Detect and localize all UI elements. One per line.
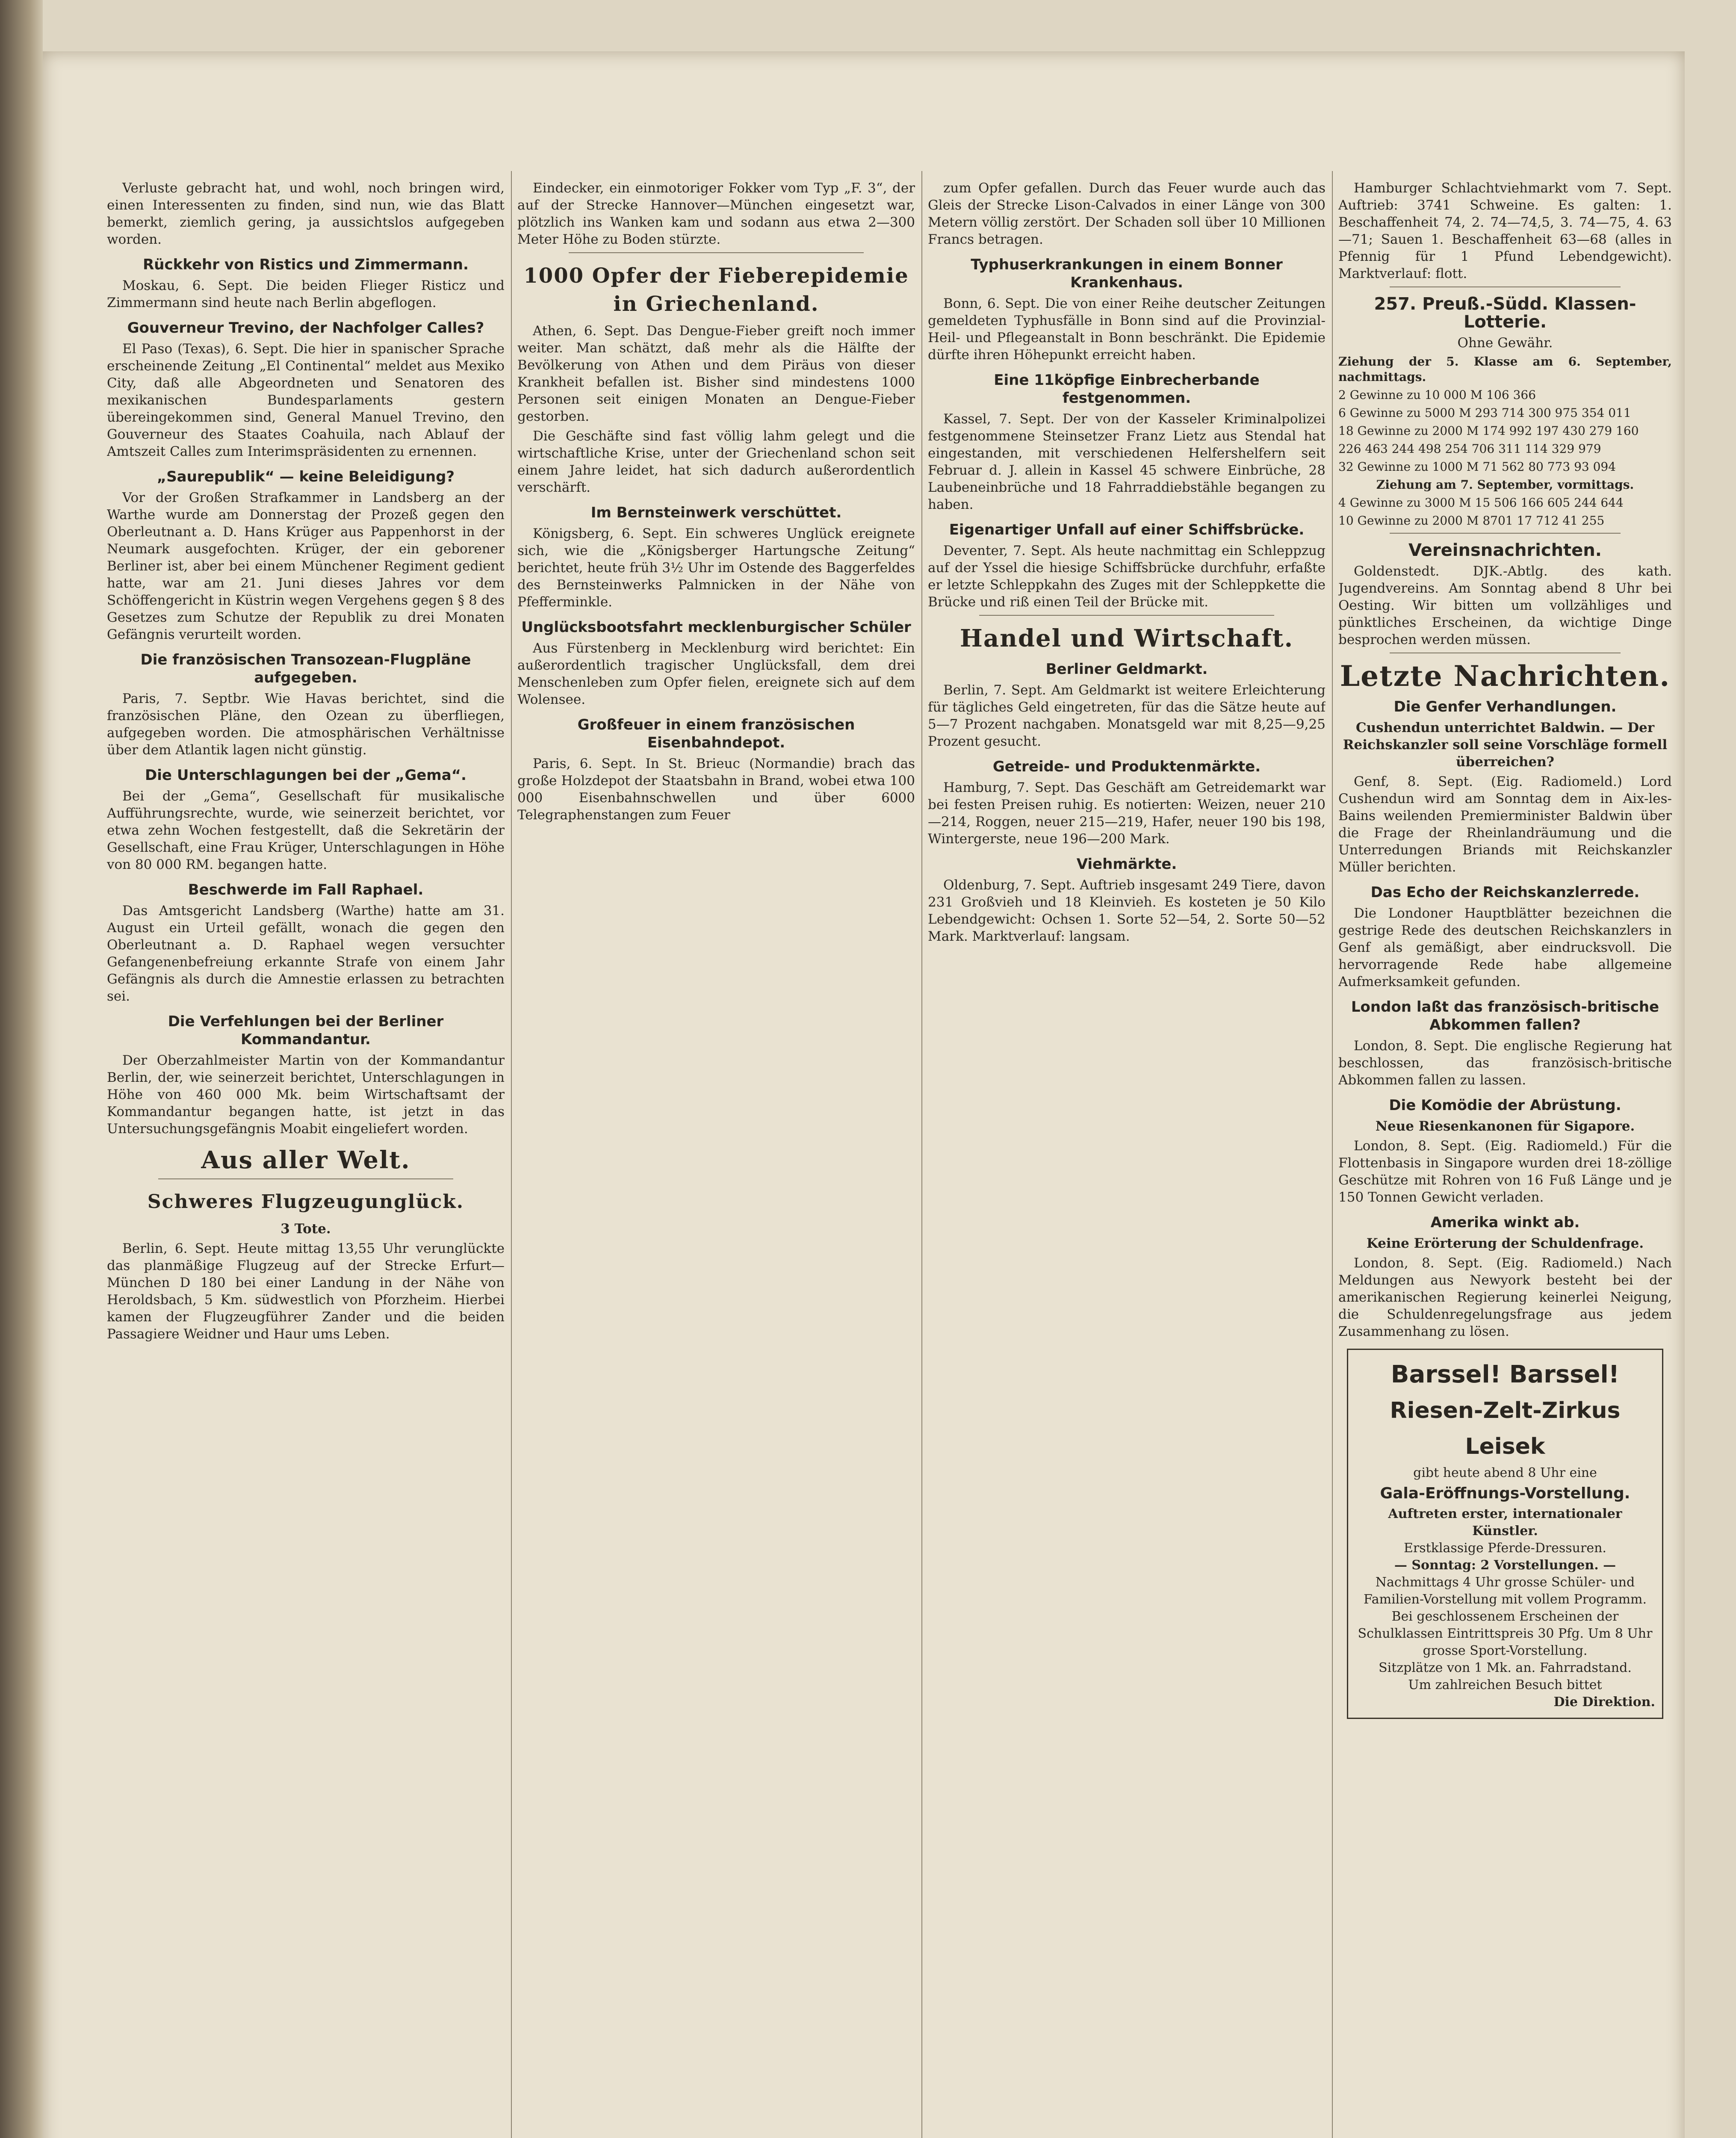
- column-rule: [1332, 171, 1333, 2138]
- lottery-draw: Ziehung der 5. Klasse am 6. September, nachmittags.: [1338, 354, 1672, 384]
- article-text: Goldenstedt. DJK.-Abtlg. des kath. Jugendvereins. Am Sonntag abend 8 Uhr bei Oesting. Wir bitten um vollzähliges und pünktliches Erscheinen, da wichtige Dinge besprochen werden müssen.: [1338, 564, 1672, 647]
- ad-line: Sitzplätze von 1 Mk. an. Fahrradstand.: [1379, 1660, 1632, 1675]
- subheadline: Keine Erörterung der Schuldenfrage.: [1366, 1236, 1644, 1251]
- column-rule: [511, 171, 512, 2138]
- ad-line: Nachmittags 4 Uhr grosse Schüler- und Familien-Vorstellung mit vollem Programm. Bei geschlossenem Erscheinen der Schulklassen Eintrittspreis 30 Pfg. Um 8 Uhr grosse Sport-Vorstellung.: [1358, 1575, 1653, 1658]
- article-text: Oldenburg, 7. Sept. Auftrieb insgesamt 249 Tiere, davon 231 Großvieh und 18 Kleinvieh. Es kosteten je 50 Kilo Lebendgewicht: Ochsen 1. Sorte 52—54, 2. Sorte 50—52 Mark. Marktverlauf: langsam.: [928, 877, 1326, 944]
- article-text: London, 8. Sept. (Eig. Radiomeld.) Nach Meldungen aus Newyork besteht bei der amerikanischen Regierung keinerlei Neigung, die Schuldenregelungsfrage aus jedem Zusammenhang zu lösen.: [1338, 1255, 1672, 1339]
- headline: Das Echo der Reichskanzlerrede.: [1370, 884, 1640, 901]
- newspaper-page: [43, 51, 1685, 2138]
- lottery-draw: Ziehung am 7. September, vormittags.: [1376, 478, 1634, 492]
- ad-signature: Die Direktion.: [1553, 1695, 1655, 1710]
- article-text: Paris, 7. Septbr. Wie Havas berichtet, sind die französischen Pläne, den Ozean zu überfliegen, aufgegeben worden. Die atmosphärischen Verhältnisse über dem Atlantik lagen nicht günstig.: [107, 691, 505, 758]
- article-text: London, 8. Sept. Die englische Regierung hat beschlossen, das französisch-britische Abkommen fallen zu lassen.: [1338, 1038, 1672, 1088]
- article-text: Deventer, 7. Sept. Als heute nachmittag ein Schleppzug auf der Yssel die hiesige Schiffsbrücke durchfuhr, erfaßte er letzte Schleppkahn des Zuges mit der Schleppkette die Brücke und riß einen Teil der Brücke mit.: [928, 543, 1326, 610]
- lottery-line: 6 Gewinne zu 5000 M 293 714 300 975 354 011: [1338, 406, 1631, 420]
- article-text: Die Geschäfte sind fast völlig lahm gelegt und die wirtschaftliche Krise, unter der Griechenland schon seit einem Jahre leidet, hat sich dadurch außerordentlich verschärft.: [517, 428, 915, 495]
- intro-text: Eindecker, ein einmotoriger Fokker vom Typ „F. 3“, der auf der Strecke Hannover—München eingesetzt war, plötzlich ins Wanken kam und sodann aus etwa 2—300 Meter Höhe zu Boden stürzte.: [517, 180, 915, 247]
- lottery-results: [1338, 295, 1672, 529]
- headline: Eigenartiger Unfall auf einer Schiffsbrücke.: [949, 521, 1305, 538]
- divider: [158, 1178, 453, 1179]
- article-text: Paris, 6. Sept. In St. Brieuc (Normandie) brach das große Holzdepot der Staatsbahn in Brand, wobei etwa 100 000 Eisenbahnschwellen und über 6000 Telegraphenstangen zum Feuer: [517, 756, 915, 823]
- section-title: Letzte Nachrichten.: [1340, 659, 1671, 693]
- column-rule: [921, 171, 922, 2138]
- ad-line: Erstklassige Pferde-Dressuren.: [1404, 1541, 1606, 1556]
- article-text: Bonn, 6. Sept. Die von einer Reihe deutscher Zeitungen gemeldeten Typhusfälle in Bonn sind auf die Provinzial-Heil- und Pflegeanstalt in Bonn beschränkt. Die Epidemie dürfte ihren Höhepunkt erreicht haben.: [928, 296, 1326, 363]
- article-text: Der Oberzahlmeister Martin von der Kommandantur Berlin, der, wie seinerzeit berichtet, Unterschlagungen in Höhe von 460 000 Mk. beim Wirtschaftsamt der Kommandantur begangen hatte, ist jetzt in das Untersuchungsgefängnis Moabit eingeliefert worden.: [107, 1053, 505, 1137]
- section-title: Aus aller Welt.: [201, 1146, 410, 1174]
- headline: Die Komödie der Abrüstung.: [1389, 1097, 1621, 1114]
- ad-line: Auftreten erster, internationaler Künstler.: [1388, 1506, 1622, 1539]
- divider: [1390, 533, 1621, 534]
- article-text: London, 8. Sept. (Eig. Radiomeld.) Für die Flottenbasis in Singapore wurden drei 18-zöllige Geschütze mit Rohren von 16 Fuß Länge und je 150 Tonnen Gewicht verladen.: [1338, 1138, 1672, 1205]
- article-text: Bei der „Gema“, Gesellschaft für musikalische Aufführungsrechte, wurde, wie seinerzeit berichtet, vor etwa zehn Wochen festgestellt, daß die Sekretärin der Gesellschaft, eine Frau Krüger, Unterschlagungen in Höhe von 80 000 RM. begangen hatte.: [107, 788, 505, 872]
- headline: Vereinsnachrichten.: [1408, 540, 1602, 560]
- column-4: [1338, 180, 1672, 2138]
- headline: „Saurepublik“ — keine Beleidigung?: [156, 468, 455, 485]
- ad-line: — Sonntag: 2 Vorstellungen. —: [1394, 1558, 1616, 1573]
- circus-advertisement: [1347, 1349, 1663, 1719]
- subheadline: Ohne Gewähr.: [1457, 335, 1553, 351]
- lottery-line: 18 Gewinne zu 2000 M 174 992 197 430 279 160: [1338, 424, 1639, 438]
- headline: Die Genfer Verhandlungen.: [1394, 698, 1617, 715]
- headline: Viehmärkte.: [1076, 856, 1177, 873]
- headline: Eine 11köpfige Einbrecherbande festgenommen.: [994, 372, 1260, 407]
- headline: Typhuserkrankungen in einem Bonner Krankenhaus.: [971, 256, 1283, 291]
- intro-text: zum Opfer gefallen. Durch das Feuer wurde auch das Gleis der Strecke Lison-Calvados in einer Länge von 300 Metern völlig zerstört. Der Schaden soll über 10 Millionen Francs betragen.: [928, 180, 1326, 247]
- headline: Getreide- und Produktenmärkte.: [992, 758, 1261, 775]
- article-text: Berlin, 7. Sept. Am Geldmarkt ist weitere Erleichterung für tägliches Geld eingetreten, für das die Sätze heute auf 5—7 Prozent nachgaben. Monatsgeld war mit 8,25—9,25 Prozent gesucht.: [928, 682, 1326, 749]
- article-text: El Paso (Texas), 6. Sept. Die hier in spanischer Sprache erscheinende Zeitung „El Continental“ meldet aus Mexiko City, daß alle Abgeordneten und Senatoren des mexikanischen Bundesparlaments gestern übereingekommen sind, General Manuel Trevino, den Gouverneur des Staates Coahuila, nach Ablauf der Amtszeit Calles zum Interimspräsidenten zu ernennen.: [107, 341, 505, 459]
- article-text: Genf, 8. Sept. (Eig. Radiomeld.) Lord Cushendun wird am Sonntag dem in Aix-les-Bains weilenden Premierminister Baldwin über die Frage der Rheinlandräumung und die Unterredungen Briands mit Reichskanzler Müller berichten.: [1338, 774, 1672, 875]
- column-3: [928, 180, 1326, 2138]
- lottery-line: 2 Gewinne zu 10 000 M 106 366: [1338, 388, 1536, 402]
- divider: [569, 252, 864, 253]
- article-text: Kassel, 7. Sept. Der von der Kasseler Kriminalpolizei festgenommene Steinsetzer Franz Lietz aus Stendal hat eingestanden, mit verschiedenen Helfershelfern seit Februar d. J. allein in Kassel 45 schwere Einbrüche, 28 Laubeneinbrüche und 18 Fahrraddiebstähle begangen zu haben.: [928, 411, 1326, 512]
- subheadline: Neue Riesenkanonen für Sigapore.: [1375, 1119, 1635, 1134]
- headline: Gouverneur Trevino, der Nachfolger Calles?: [127, 319, 484, 337]
- ad-line: Gala-Eröffnungs-Vorstellung.: [1380, 1485, 1630, 1502]
- ad-line: Um zahlreichen Besuch bittet: [1408, 1677, 1602, 1692]
- headline: Im Bernsteinwerk verschüttet.: [590, 504, 842, 521]
- column-2: [517, 180, 915, 2138]
- ad-line: Barssel! Barssel!: [1391, 1361, 1620, 1388]
- article-text: Die Londoner Hauptblätter bezeichnen die gestrige Rede des deutschen Reichskanzlers in Genf als gemäßigt, aber eindrucksvoll. Die hervorragende Rede habe allgemeine Aufmerksamkeit gefunden.: [1338, 906, 1672, 989]
- lottery-line: 32 Gewinne zu 1000 M 71 562 80 773 93 094: [1338, 460, 1616, 474]
- headline: London laßt das französisch-britische Abkommen fallen?: [1351, 998, 1659, 1034]
- ad-line: gibt heute abend 8 Uhr eine: [1413, 1465, 1597, 1480]
- lottery-line: 4 Gewinne zu 3000 M 15 506 166 605 244 644: [1338, 496, 1624, 510]
- headline: Beschwerde im Fall Raphael.: [188, 881, 424, 898]
- article-text: Hamburg, 7. Sept. Das Geschäft am Getreidemarkt war bei festen Preisen ruhig. Es notierten: Weizen, neuer 210—214, Roggen, neuer 215—219, Hafer, neuer 190 bis 198, Wintergerste, neue 196—200 Mark.: [928, 780, 1326, 847]
- article-text: Aus Fürstenberg in Mecklenburg wird berichtet: Ein außerordentlich tragischer Unglücksfall, dem drei Menschenleben zum Opfer fielen, ereignete sich auf dem Wolensee.: [517, 641, 915, 707]
- article-text: Vor der Großen Strafkammer in Landsberg an der Warthe wurde am Donnerstag der Prozeß gegen den Oberleutnant a. D. Hans Krüger aus Pappenhorst in der Neumark ausgefochten. Krüger, der ein geborener Berliner ist, aber bei einem Münchener Regiment gedient hatte, war am 21. Juni dieses Jahres vor dem Schöffengericht in Küstrin wegen Vergehens gegen § 8 des Gesetzes zum Schutze der Republik zu drei Monaten Gefängnis verurteilt worden.: [107, 490, 505, 642]
- headline: Die Verfehlungen bei der Berliner Kommandantur.: [168, 1013, 444, 1048]
- section-title: Handel und Wirtschaft.: [960, 624, 1294, 653]
- article-text: Berlin, 6. Sept. Heute mittag 13,55 Uhr verunglückte das planmäßige Flugzeug auf der Strecke Erfurt—München D 180 bei einer Landung in der Nähe von Heroldsbach, 5 Km. südwestlich von Pforzheim. Hierbei kamen der Flugzeugführer Zander und die beiden Passagiere Weidner und Haur ums Leben.: [107, 1241, 505, 1342]
- divider: [979, 615, 1274, 616]
- lottery-line: 10 Gewinne zu 2000 M 8701 17 712 41 255: [1338, 514, 1605, 528]
- ad-line: Riesen-Zelt-Zirkus Leisek: [1390, 1398, 1621, 1459]
- article-text: Moskau, 6. Sept. Die beiden Flieger Risticz und Zimmermann sind heute nach Berlin abgeflogen.: [107, 278, 505, 310]
- article-text: Königsberg, 6. Sept. Ein schweres Unglück ereignete sich, wie die „Königsberger Hartungsche Zeitung“ berichtet, heute früh 3½ Uhr im Ostende des Baggerfeldes des Bernsteinwerks Palmnicken in der Nähe von Pfefferminkle.: [517, 526, 915, 610]
- article-text: Das Amtsgericht Landsberg (Warthe) hatte am 31. August ein Urteil gefällt, wonach die gegen den Oberleutnant a. D. Raphael wegen versuchter Gefangenenbefreiung erkannte Strafe von einem Jahr Gefängnis als durch die Amnestie erlassen zu betrachten sei.: [107, 903, 505, 1004]
- column-1: [107, 180, 505, 2138]
- headline: Unglücksbootsfahrt mecklenburgischer Schüler: [521, 619, 911, 636]
- headline: Die französischen Transozean-Flugpläne aufgegeben.: [140, 651, 471, 686]
- lottery-line: 226 463 244 498 254 706 311 114 329 979: [1338, 442, 1601, 456]
- binding-edge: [0, 0, 43, 2138]
- intro-text: Verluste gebracht hat, und wohl, noch bringen wird, einen Interessenten zu finden, sind nun, wie das Blatt bemerkt, ziemlich gering, ja aussichtslos aufgegeben worden.: [107, 180, 505, 247]
- article-text: Athen, 6. Sept. Das Dengue-Fieber greift noch immer weiter. Man schätzt, daß mehr als die Hälfte der Bevölkerung von Athen und dem Piräus von dieser Krankheit befallen ist. Bisher sind mindestens 1000 Personen seit einigen Monaten an Dengue-Fieber gestorben.: [517, 323, 915, 424]
- headline: Rückkehr von Ristics und Zimmermann.: [143, 256, 469, 273]
- headline: Amerika winkt ab.: [1430, 1214, 1580, 1231]
- subheadline: 3 Tote.: [280, 1221, 331, 1237]
- headline: Die Unterschlagungen bei der „Gema“.: [145, 767, 466, 784]
- headline: 257. Preuß.-Südd. Klassen-Lotterie.: [1374, 294, 1636, 332]
- headline: Schweres Flugzeugunglück.: [147, 1191, 464, 1213]
- intro-text: Hamburger Schlachtviehmarkt vom 7. Sept. Auftrieb: 3741 Schweine. Es galten: 1. Beschaffenheit 74, 2. 74—74,5, 3. 74—75, 4. 63—71; Sauen 1. Beschaffenheit 63—68 (alles in Pfennig für 1 Pfund Lebendgewicht). Marktverlauf: flott.: [1338, 180, 1672, 281]
- subheadline: Cushendun unterrichtet Baldwin. — Der Reichskanzler soll seine Vorschläge formell überreichen?: [1343, 720, 1668, 770]
- headline: Berliner Geldmarkt.: [1045, 661, 1208, 678]
- headline: 1000 Opfer der Fieberepidemie in Griechenland.: [523, 264, 909, 316]
- headline: Großfeuer in einem französischen Eisenbahndepot.: [577, 716, 855, 751]
- divider: [1390, 286, 1621, 287]
